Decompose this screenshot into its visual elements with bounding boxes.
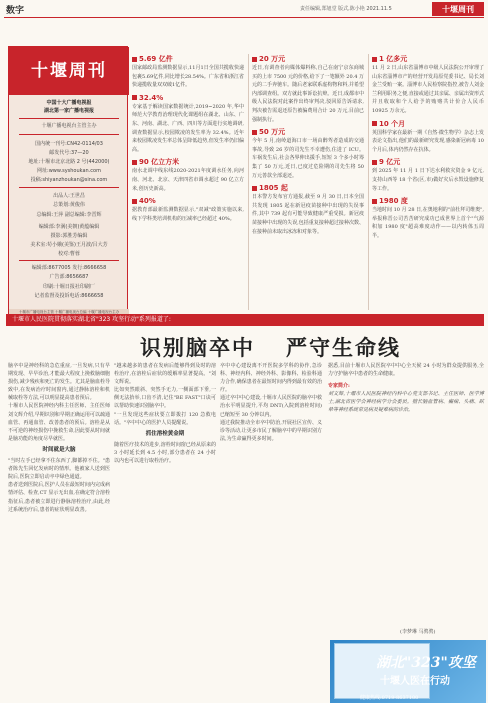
article-paragraph: 通过卒中中心建设,十堰市人民医院的脑卒中救治水平明显提升,平均 DNT(入院到溶栓时间)已缩短至 30 分钟以内。 [220, 395, 322, 418]
news-heading: 40% [132, 196, 244, 206]
news-body: 英国科学家在最新一期《自然·微生物学》杂志上发表论文指出,他们的最新研究发现,感染新冠病毒 10 个月后,体内仍然存在抗体。 [372, 129, 484, 153]
article-paragraph: 十堰市人民医院神经内科主任医师、主任医师刘文辉介绍,早期识别和早期正确运用可以疏通血管、再通血管、改善患者的预后。溶栓是从不可逆的神经损伤中挽救生命,因此要从时间就是脑功能的角度尽早就医。 [8, 403, 110, 442]
news-heading: 90 亿立方米 [132, 157, 244, 167]
article-paragraph: 脑卒中是神经科的急危重症,一旦发病,只有早期发现、早早诊治,才能最大程度上挽救脑细胞损伤,减少残疾和死亡的发生。尤其是脑血栓导致中,在发病治疗时间窗内,通过静脉溶栓和机械取栓等方法,可以明显提高患者预后。 [8, 363, 110, 402]
news-heading: 5.69 亿件 [132, 54, 244, 64]
square-bullet-icon [132, 57, 137, 62]
news-body: 11 月 2 日,山东省淄博市中级人民法院公开审理了山东省淄博市产的经营开发局原党委书记、局长刘金兰受贿一案。淄博市人民检察院指控,被告人刘金兰利用职务之便,直接或通过其亲属、亲属出资形式并且收取和个人给予的贿赂共计价合人民币 10925 万余元。 [372, 65, 484, 114]
article-paragraph: "当时左手已经拿不住东西了,脚都掉不住。"患者陈先生回忆发病时的情形。他被家人送到医院后,医院立即启动卒中绿色通道。 [8, 458, 110, 481]
masthead-line: 编辑部:李满(美朝)黄蕴编辑 [38, 224, 100, 230]
news-body: 专家基于解读国家数据统计,2019~2020 年,华中师范大学教育治理现代化课题组在湖北、山东、广东、河南、湖北、广西、四川等方面进行实地调研,调查数据显示,校园欺凌的发生率为 32.4%。近年来校园欺凌发生率总体呈降低趋势,但发生率仍旧偏高。 [132, 103, 244, 153]
square-bullet-icon [132, 199, 137, 204]
ad-headline: 湖北"323"攻坚 [376, 655, 476, 671]
news-heading: 20 万元 [252, 54, 364, 64]
expert-heading: 专家简介: [328, 383, 350, 390]
masthead-line: 十堰广播电视台主管主办 [41, 123, 97, 129]
article-paragraph: "一旦发现这些症状要立即拨打 120 急救电话。"卒中中心的医护人员提醒说。 [114, 411, 216, 426]
news-heading: 1805 起 [252, 183, 364, 193]
news-column-3 [372, 54, 484, 241]
masthead-line: 总编辑:王萍 副总编辑:李晋辉 [36, 212, 102, 218]
divider [19, 260, 119, 261]
news-heading: 50 万元 [252, 127, 364, 137]
masthead-box [8, 46, 128, 314]
editor-info: 责任编辑,郑旭堂 版式,陈小艳 2021.11.5 [300, 6, 392, 12]
masthead-line: 美术室:苟小娥(美鉴)王月波/吕大芳 [30, 242, 108, 248]
news-body: 当地时间 10 月 28 日,在奥地利的"前杜拜司维奥",举报称晋公司苦苦研究成功已成世界上首个"气源积加 1980 度"超高难度动作——以内转体五周半。 [372, 207, 484, 239]
article-subhead: 抓住溶栓黄金期 [145, 430, 185, 437]
section-name: 数字 [6, 6, 25, 16]
masthead-line: 校对:曹蓉 [58, 251, 80, 257]
square-bullet-icon [132, 160, 137, 165]
masthead-line: 印刷:十堰日报社印刷厂 [43, 284, 95, 290]
news-heading: 1 亿多元 [372, 54, 484, 64]
square-bullet-icon [252, 57, 257, 62]
article-paragraph: 通过我院推动全市卒中防治,开展社区宣传、义诊等活动,让更多市民了解脑卒中的早期识别方法,为生命赢得更多时间。 [220, 419, 322, 442]
column-divider [248, 54, 249, 310]
news-heading: 10 个月 [372, 119, 484, 129]
news-heading: 32.4% [132, 93, 244, 103]
ad-subheadline: 十堰人医在行动 [380, 676, 450, 687]
article-paragraph: "越来越多的患者在发病后能够得到及时的溶栓治疗,在溶栓后症状的缓解率显著提高。"刘文辉说。 [114, 363, 216, 386]
square-bullet-icon [252, 186, 257, 191]
ad-hotline: 健康热线:0719-8637100 [360, 695, 419, 701]
square-bullet-icon [372, 57, 377, 62]
article-column-4 [328, 362, 484, 415]
news-heading: 1980 度 [372, 196, 484, 206]
masthead-line: 摄影:郭胜芳编辑 [50, 233, 88, 239]
masthead-line: 出品人:王世昌 [53, 193, 85, 199]
masthead-title: 十堰周刊 [9, 47, 129, 95]
square-bullet-icon [372, 199, 377, 204]
masthead-footer-text: 十堰市广播电视台主管 十堰广播电视台总编 十堰广播电视台主办 [18, 310, 120, 314]
square-bullet-icon [372, 160, 377, 165]
divider [19, 134, 119, 135]
article-paragraph: 随着医疗技术的进步,溶栓时间窗已经从原来的 3 小时延长到 4.5 小时,部分患者在 24 小时以内也可以进行取栓治疗。 [114, 441, 216, 465]
article-title-right: 严守生命线 [286, 335, 401, 360]
masthead-line: 国内统一刊号:CN42-0114/03 [35, 141, 103, 147]
article-subhead: 时间就是大脑 [42, 446, 76, 453]
masthead-line: 地址:十堰市北京北路 2 号(442000) [28, 159, 110, 165]
divider [19, 118, 119, 119]
header-rule [4, 17, 484, 18]
square-bullet-icon [372, 121, 377, 126]
article-paragraph: 比如突然眼斜、突然手无力,一侧面部下垂,一侧无法抬举,口齿不清,记住"BE FAST"口诀可以帮助快速识别脑卒中。 [114, 387, 216, 410]
article-paragraph: 患者送到医院后,医护人员在最短时间内完成病情评估、检查,CT 显示无出血,在确定符合溶栓指征后,患者被立即进行静脉溶栓治疗,由此,经过系统治疗后,患者的症状明显改善。 [8, 482, 110, 513]
expert-bio: 刘文辉,十堰市人民医院神经内科中心党支部书记、主任医师、医学博士,湖北省医学会神经病学分会委员。擅长脑血管病、癫痫、头痛、眩晕等神经系统常见病及疑难病的诊治。 [328, 391, 484, 414]
series-banner: 十堰市人民医院贯彻落实湖北省"323 攻坚行动"系列报道了: [6, 314, 484, 326]
masthead-line: 中国十大广播电视报 [46, 100, 92, 106]
news-column-1 [132, 54, 244, 223]
masthead-line: 广告部:8656687 [49, 274, 89, 280]
news-body: 日本警方发布官方通报,截至 9 月 30 日,日本全国共发现 1805 起在新冠疫苗接种中出现的失误事件,其中 739 起有可能导致健康严重受损。新冠疫苗接种中出现的失误,包括重复接种超过接种次数、在接种前未取出冰冻和对象等。 [252, 194, 364, 235]
header-logo: 十堰周刊 [432, 2, 484, 16]
article-paragraph: 卒中中心建设离不开医院多学科的协作,急诊科、神经内科、神经外科、影像科、检验科通力合作,确保患者在最短时间内得到最有效的治疗。 [220, 363, 322, 394]
article-title-left: 识别脑卒中 [140, 335, 255, 360]
square-bullet-icon [252, 130, 257, 135]
masthead-line: 总策划:黄俊伟 [53, 202, 85, 208]
article-paragraph: 据悉,目前十堰市人民医院卒中中心全天候 24 小时为群众提供服务,全力守护脑卒中患者的生命健康。 [328, 363, 484, 378]
news-heading: 9 亿元 [372, 157, 484, 167]
masthead-line: 网址:www.syshoukan.com [37, 168, 101, 174]
news-body: 南水北调中线东线2020-2021年度调水任务,向河南、河北、北京、天津四省市调水超过 90 亿立方米,创历史新高。 [132, 168, 244, 192]
article-column-2 [114, 362, 216, 465]
masthead-line: 湖北第一家广播电视报 [43, 108, 94, 114]
masthead-line: 邮发代号:37—20 [49, 150, 89, 156]
news-body: 据教育部最新监测数据显示,"双减"政策实施以来,线下学科类培训机构的压减率已经超过 40%。 [132, 207, 244, 222]
article-author: (李梦琳 马骋骋) [400, 629, 436, 635]
divider [19, 187, 119, 188]
masthead-line: 记者监督及投诉电话:8666658 [34, 293, 104, 299]
news-body: 今年 5 月,南岭道海口市一场由醉驾者造成的交通事故,导致 26 岁的司先生不幸遭伤,住进了 ICU。车祸发生后,社会各界伸出援手,短短 3 个多小时筹集了 50 万元,近日,已度过危险期的司先生将 50 万元善款全部退还。 [252, 138, 364, 179]
news-body: 近日,有调查者向媒体爆料称,自己在南宁京东商城买的上市 7500 元的价格,给下了一笔额外 20.4 万元的二手奔驰车。随后老家联系虚构物和料,并希望内部调查组。双方就此事诉讼抗辩。近日,成都市中级人民法院对此案作出终审判决,驳回原告诉请求,判决被告需退还原告被骗费用合计 20 万元,目前已强制执行。 [252, 65, 364, 123]
news-body: 到 2025 年 11 月 1 日下达水利救灾资金 9 亿元,支持山西等 18 个省(区,市)做好灾后水毁设施修复等工作。 [372, 168, 484, 192]
square-bullet-icon [132, 95, 137, 100]
news-column-2 [252, 54, 364, 236]
news-body: 国家邮政局监测数据显示,11月1日全国共揽收快递包裹5.69亿件,同比增长28.54%。广东省和浙江省快递揽收量双双破1亿件。 [132, 65, 244, 89]
masthead-line: 投稿:shiyanzhoukan@sina.com [30, 177, 108, 183]
article-column-1 [8, 362, 110, 514]
masthead-line: 编辑部:8677005 发行:8666658 [31, 265, 107, 271]
article-column-3 [220, 362, 322, 443]
column-divider [368, 54, 369, 310]
